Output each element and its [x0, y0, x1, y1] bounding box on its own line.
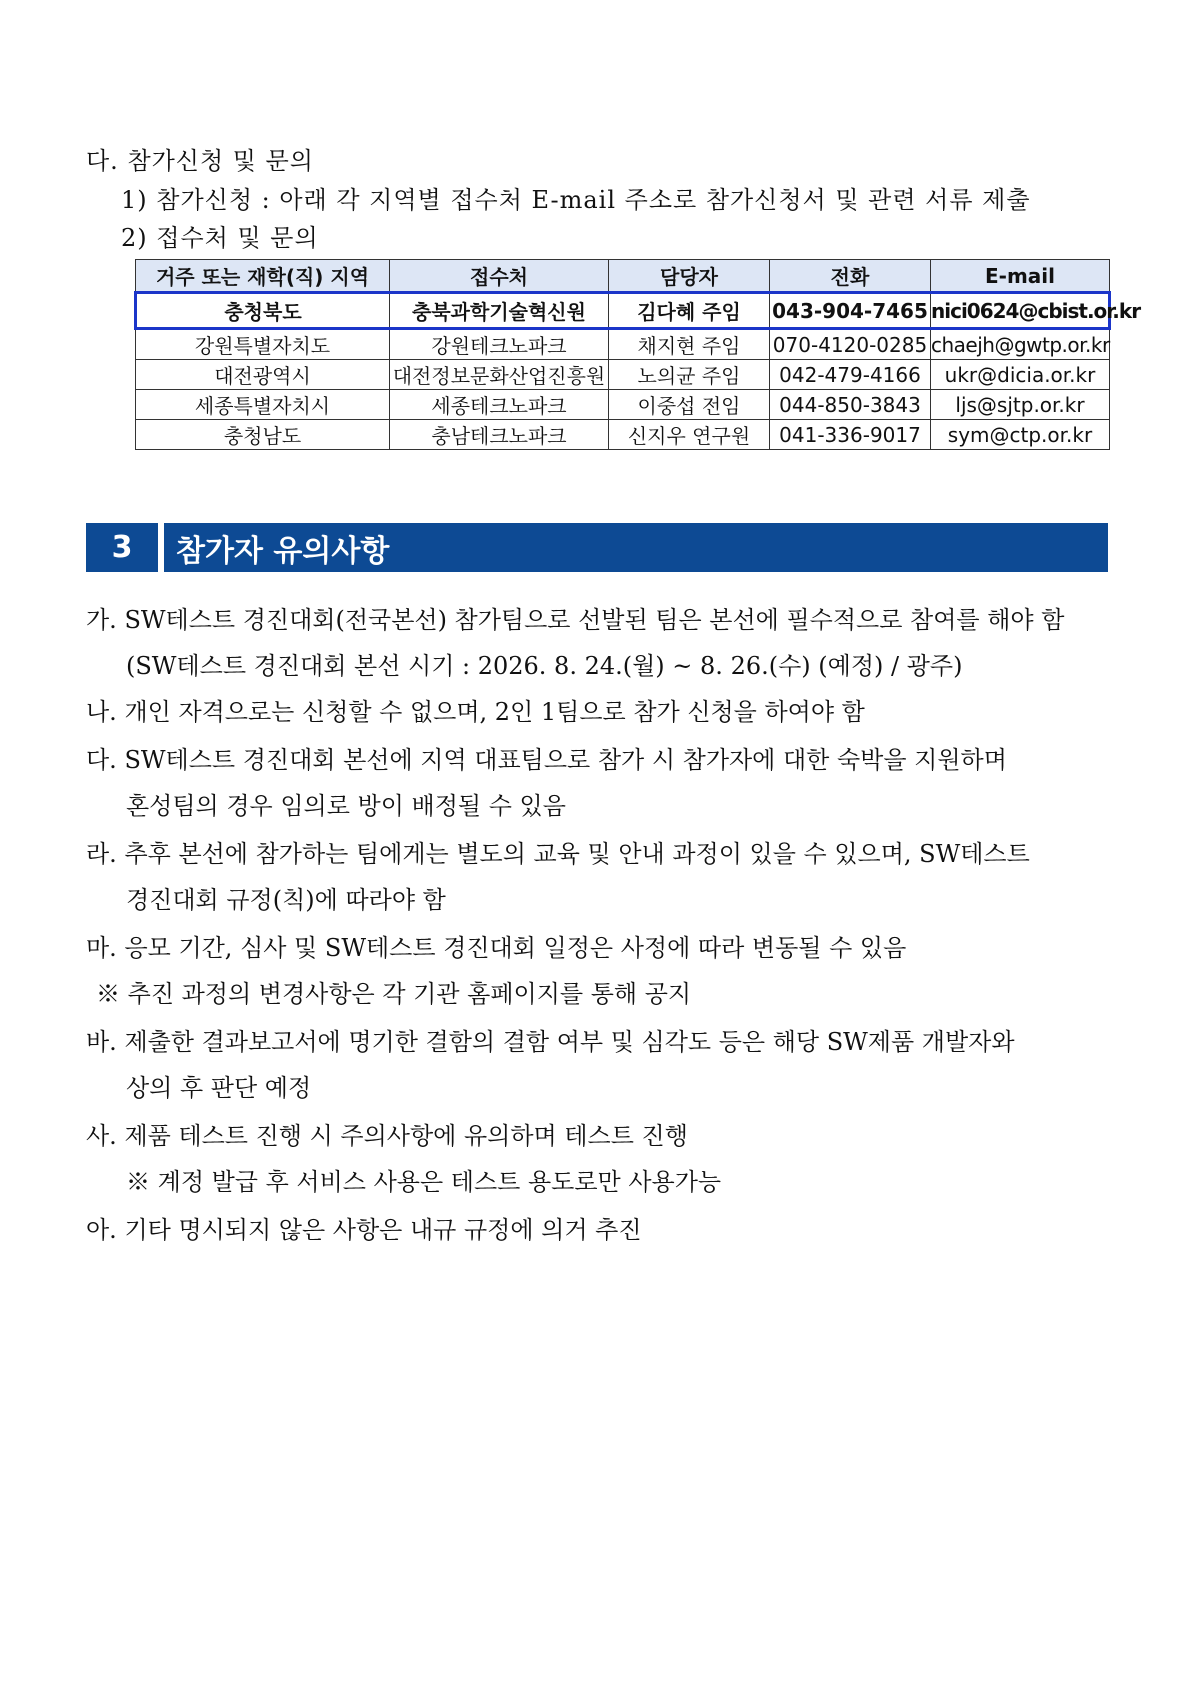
- note-da: 다. SW테스트 경진대회 본선에 지역 대표팀으로 참가 시 참가자에 대한 숙박을 지원하며: [86, 746, 1007, 774]
- header-contact-person: 담당자: [609, 260, 770, 293]
- section-number: 3: [86, 523, 158, 572]
- note-ra: 라. 추후 본선에 참가하는 팀에게는 별도의 교육 및 안내 과정이 있을 수 있으며, SW테스트: [86, 840, 1030, 868]
- note-sa: 사. 제품 테스트 진행 시 주의사항에 유의하며 테스트 진행: [86, 1122, 688, 1150]
- cell-phone: 070-4120-0285: [770, 329, 931, 360]
- cell-phone: 043-904-7465: [770, 293, 931, 329]
- header-region: 거주 또는 재학(직) 지역: [136, 260, 390, 293]
- header-email: E-mail: [931, 260, 1110, 293]
- note-ra-detail: 경진대회 규정(칙)에 따라야 함: [126, 886, 446, 914]
- contact-table: [134, 259, 1141, 450]
- section-title: 참가자 유의사항: [164, 523, 1108, 572]
- cell-office: 대전정보문화산업진흥원: [390, 360, 609, 390]
- cell-phone: 041-336-9017: [770, 420, 931, 450]
- cell-contact-person: 노의균 주임: [609, 360, 770, 390]
- table-header-row: [136, 260, 1110, 293]
- note-ba: 바. 제출한 결과보고서에 명기한 결함의 결함 여부 및 심각도 등은 해당 SW제품 개발자와: [86, 1028, 1015, 1056]
- cell-office: 충북과학기술혁신원: [390, 293, 609, 329]
- note-sa-remark: ※ 계정 발급 후 서비스 사용은 테스트 용도로만 사용가능: [126, 1168, 722, 1196]
- cell-contact-person: 김다혜 주임: [609, 293, 770, 329]
- cell-email: ukr@dicia.or.kr: [931, 360, 1110, 390]
- cell-region: 강원특별자치도: [136, 329, 390, 360]
- note-na: 나. 개인 자격으로는 신청할 수 없으며, 2인 1팀으로 참가 신청을 하여야 함: [86, 698, 865, 726]
- cell-region: 충청남도: [136, 420, 390, 450]
- cell-region: 세종특별자치시: [136, 390, 390, 420]
- cell-phone: 042-479-4166: [770, 360, 931, 390]
- header-office: 접수처: [390, 260, 609, 293]
- note-ma: 마. 응모 기간, 심사 및 SW테스트 경진대회 일정은 사정에 따라 변동될 수 있음: [86, 934, 907, 962]
- cell-office: 강원테크노파크: [390, 329, 609, 360]
- note-a: 아. 기타 명시되지 않은 사항은 내규 규정에 의거 추진: [86, 1216, 642, 1244]
- table-row: [136, 420, 1110, 450]
- cell-region: 대전광역시: [136, 360, 390, 390]
- table-row: [136, 329, 1110, 360]
- cell-region: 충청북도: [136, 293, 390, 329]
- apply-method-item: 1) 참가신청 : 아래 각 지역별 접수처 E-mail 주소로 참가신청서 및 관련 서류 제출: [121, 186, 1031, 214]
- note-ba-detail: 상의 후 판단 예정: [126, 1074, 312, 1102]
- note-ga: 가. SW테스트 경진대회(전국본선) 참가팀으로 선발된 팀은 본선에 필수적으로 참여를 해야 함: [86, 606, 1065, 634]
- table-row-highlighted: [136, 293, 1110, 329]
- cell-contact-person: 채지현 주임: [609, 329, 770, 360]
- note-ga-detail: (SW테스트 경진대회 본선 시기 : 2026. 8. 24.(월) ~ 8. 26.(수) (예정) / 광주): [126, 652, 963, 680]
- cell-office: 충남테크노파크: [390, 420, 609, 450]
- cell-contact-person: 이중섭 전임: [609, 390, 770, 420]
- cell-contact-person: 신지우 연구원: [609, 420, 770, 450]
- cell-email: chaejh@gwtp.or.kr: [931, 329, 1110, 360]
- note-da-detail: 혼성팀의 경우 임의로 방이 배정될 수 있음: [126, 792, 566, 820]
- section-banner: [86, 523, 1108, 572]
- table-row: [136, 360, 1110, 390]
- table-row: [136, 390, 1110, 420]
- cell-phone: 044-850-3843: [770, 390, 931, 420]
- apply-contact-item: 2) 접수처 및 문의: [121, 224, 319, 252]
- note-ma-remark: ※ 추진 과정의 변경사항은 각 기관 홈페이지를 통해 공지: [96, 980, 692, 1008]
- cell-office: 세종테크노파크: [390, 390, 609, 420]
- header-phone: 전화: [770, 260, 931, 293]
- cell-email: sym@ctp.or.kr: [931, 420, 1110, 450]
- apply-heading: 다. 참가신청 및 문의: [86, 147, 314, 175]
- cell-email: ljs@sjtp.or.kr: [931, 390, 1110, 420]
- cell-email: nici0624@cbist.or.kr: [931, 293, 1110, 329]
